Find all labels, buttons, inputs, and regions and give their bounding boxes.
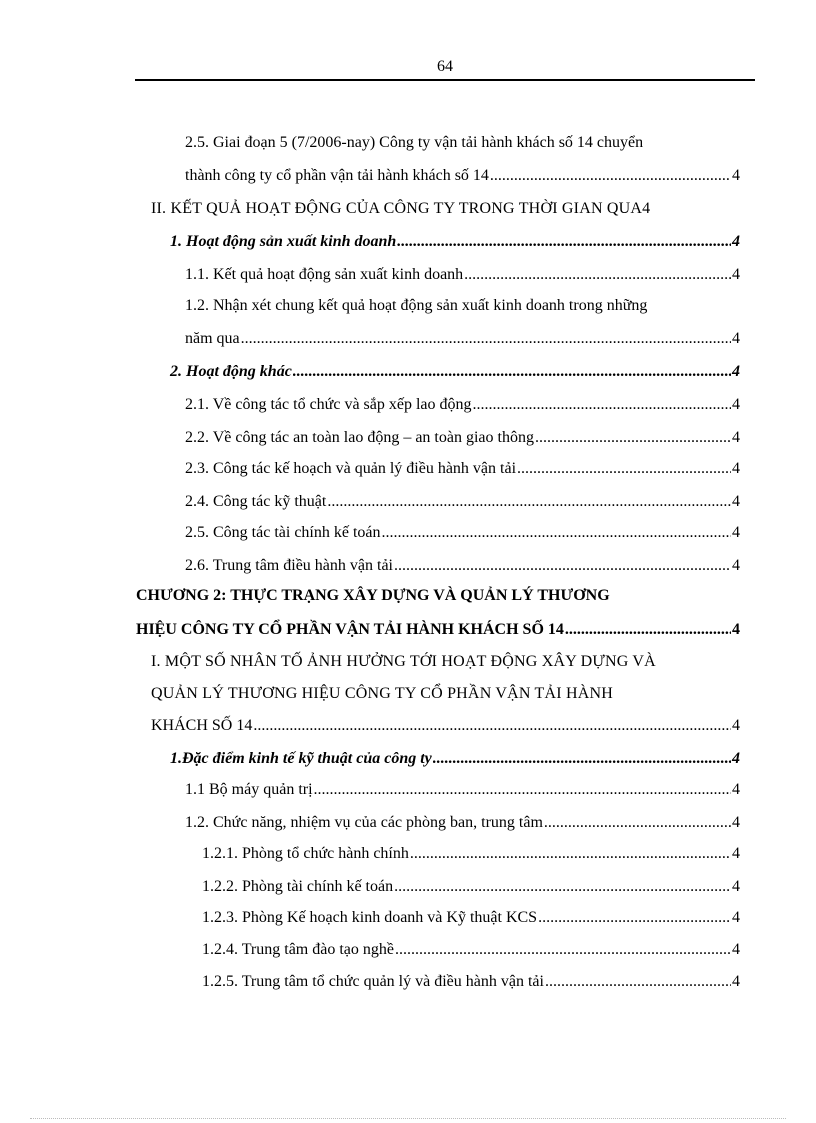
- toc-entry-text: 1.2. Chức năng, nhiệm vụ của các phòng ban, trung tâm: [185, 814, 543, 831]
- toc-entry-2-5-line1: 2.5. Giai đoạn 5 (7/2006-nay) Công ty vận tải hành khách số 14 chuyển: [185, 134, 644, 151]
- toc-entry-text: 1.Đặc điểm kinh tế kỹ thuật của công ty: [170, 750, 432, 767]
- toc-entry-2-6[interactable]: [185, 553, 740, 579]
- toc-section-II[interactable]: II. KẾT QUẢ HOẠT ĐỘNG CỦA CÔNG TY TRONG THỜI GIAN QUA4: [151, 200, 651, 217]
- dot-leader: [394, 874, 731, 900]
- page-bottom-edge: [30, 1118, 786, 1119]
- toc-page-number: 4: [732, 363, 740, 380]
- toc-entry-1-2-3[interactable]: [202, 905, 740, 931]
- toc-entry-2-3[interactable]: [185, 456, 740, 482]
- toc-entry-2-5-line2[interactable]: [185, 163, 740, 189]
- toc-page-number: 4: [732, 493, 740, 510]
- toc-entry-text: 1.1 Bộ máy quản trị: [185, 781, 313, 798]
- toc-page-number: 4: [732, 330, 740, 347]
- toc-entry-text: năm qua: [185, 330, 240, 347]
- toc-entry-1-2-1[interactable]: [202, 841, 740, 867]
- toc-page-number: 4: [732, 878, 740, 895]
- toc-page-number: 4: [732, 621, 740, 638]
- toc-entry-text: 2.2. Về công tác an toàn lao động – an toàn giao thông: [185, 429, 534, 446]
- toc-chapter-2-line1: CHƯƠNG 2: THỰC TRẠNG XÂY DỰNG VÀ QUẢN LÝ THƯƠNG: [136, 587, 610, 604]
- dot-leader: [395, 937, 731, 963]
- dot-leader: [241, 326, 731, 352]
- dot-leader: [382, 520, 731, 546]
- toc-entry-1[interactable]: [170, 229, 740, 255]
- toc-page-number: 4: [732, 266, 740, 283]
- page-number: 64: [437, 58, 453, 75]
- toc-entry-1-2-4[interactable]: [202, 937, 740, 963]
- toc-entry-text: 1.2.4. Trung tâm đào tạo nghề: [202, 941, 394, 958]
- toc-page-number: 4: [732, 781, 740, 798]
- dot-leader: [464, 262, 731, 288]
- toc-page-number: 4: [732, 524, 740, 541]
- dot-leader: [327, 489, 731, 515]
- toc-entry-text: KHÁCH SỐ 14: [151, 717, 253, 734]
- toc-entry-text: 1.2.5. Trung tâm tổ chức quản lý và điều hành vận tải: [202, 973, 544, 990]
- toc-section-I-line1: I. MỘT SỐ NHÂN TỐ ẢNH HƯỞNG TỚI HOẠT ĐỘNG XÂY DỰNG VÀ: [151, 653, 656, 670]
- dot-leader: [545, 969, 731, 995]
- toc-entry-text: 2.6. Trung tâm điều hành vận tải: [185, 557, 393, 574]
- dot-leader: [517, 456, 731, 482]
- toc-entry-1-1[interactable]: [185, 262, 740, 288]
- toc-entry-1-2-line2[interactable]: [185, 326, 740, 352]
- dot-leader: [565, 617, 731, 643]
- toc-entry-text: 2. Hoạt động khác: [170, 363, 292, 380]
- toc-page-number: 4: [732, 973, 740, 990]
- dot-leader: [473, 392, 731, 418]
- dot-leader: [490, 163, 731, 189]
- toc-page-number: 4: [732, 167, 740, 184]
- toc-entry-text: 1.1. Kết quả hoạt động sản xuất kinh doanh: [185, 266, 464, 283]
- toc-entry-text: 1.2.1. Phòng tổ chức hành chính: [202, 845, 409, 862]
- dot-leader: [397, 229, 731, 255]
- dot-leader: [293, 359, 731, 385]
- dot-leader: [394, 553, 731, 579]
- toc-page-number: 4: [732, 941, 740, 958]
- toc-entry-text: 1.2.2. Phòng tài chính kế toán: [202, 878, 394, 895]
- toc-chapter-2-line2[interactable]: [136, 617, 740, 643]
- toc-page-number: 4: [732, 557, 740, 574]
- dot-leader: [410, 841, 731, 867]
- toc-entry-2-1[interactable]: [185, 392, 740, 418]
- toc-page-number: 4: [732, 909, 740, 926]
- toc-page-number: 4: [732, 396, 740, 413]
- toc-page-number: 4: [732, 717, 740, 734]
- toc-entry-2-2[interactable]: [185, 425, 740, 451]
- toc-entry-2[interactable]: [170, 359, 740, 385]
- toc-page-number: 4: [732, 845, 740, 862]
- toc-entry-text: 1.2.3. Phòng Kế hoạch kinh doanh và Kỹ thuật KCS: [202, 909, 538, 926]
- toc-section-I-line2: QUẢN LÝ THƯƠNG HIỆU CÔNG TY CỔ PHẦN VẬN TẢI HÀNH: [151, 685, 614, 702]
- toc-entry-1-2[interactable]: [185, 810, 740, 836]
- toc-entry-text: 1. Hoạt động sản xuất kinh doanh: [170, 233, 397, 250]
- header-rule: [135, 79, 755, 81]
- dot-leader: [535, 425, 731, 451]
- toc-entry-text: 2.1. Về công tác tổ chức và sắp xếp lao động: [185, 396, 472, 413]
- toc-entry-1b[interactable]: [170, 746, 740, 772]
- toc-entry-text: thành công ty cổ phần vận tải hành khách số 14: [185, 167, 489, 184]
- toc-entry-1-2-2[interactable]: [202, 874, 740, 900]
- toc-entry-text: 2.4. Công tác kỹ thuật: [185, 493, 327, 510]
- toc-entry-text: 2.5. Công tác tài chính kế toán: [185, 524, 381, 541]
- toc-entry-2-4[interactable]: [185, 489, 740, 515]
- toc-page-number: 4: [732, 750, 740, 767]
- toc-page-number: 4: [732, 814, 740, 831]
- dot-leader: [538, 905, 731, 931]
- dot-leader: [314, 777, 731, 803]
- toc-page-number: 4: [732, 429, 740, 446]
- toc-entry-text: HIỆU CÔNG TY CỔ PHẦN VẬN TẢI HÀNH KHÁCH SỐ 14: [136, 621, 564, 638]
- toc-section-I-line3[interactable]: [151, 713, 740, 739]
- dot-leader: [544, 810, 731, 836]
- dot-leader: [253, 713, 731, 739]
- toc-entry-1-2-5[interactable]: [202, 969, 740, 995]
- toc-page-number: 4: [732, 233, 740, 250]
- toc-entry-text: 2.3. Công tác kế hoạch và quản lý điều hành vận tải: [185, 460, 517, 477]
- toc-entry-2-5[interactable]: [185, 520, 740, 546]
- toc-entry-1-2-line1: 1.2. Nhận xét chung kết quả hoạt động sản xuất kinh doanh trong những: [185, 297, 648, 314]
- toc-page-number: 4: [732, 460, 740, 477]
- toc-entry-1-1b[interactable]: [185, 777, 740, 803]
- dot-leader: [433, 746, 731, 772]
